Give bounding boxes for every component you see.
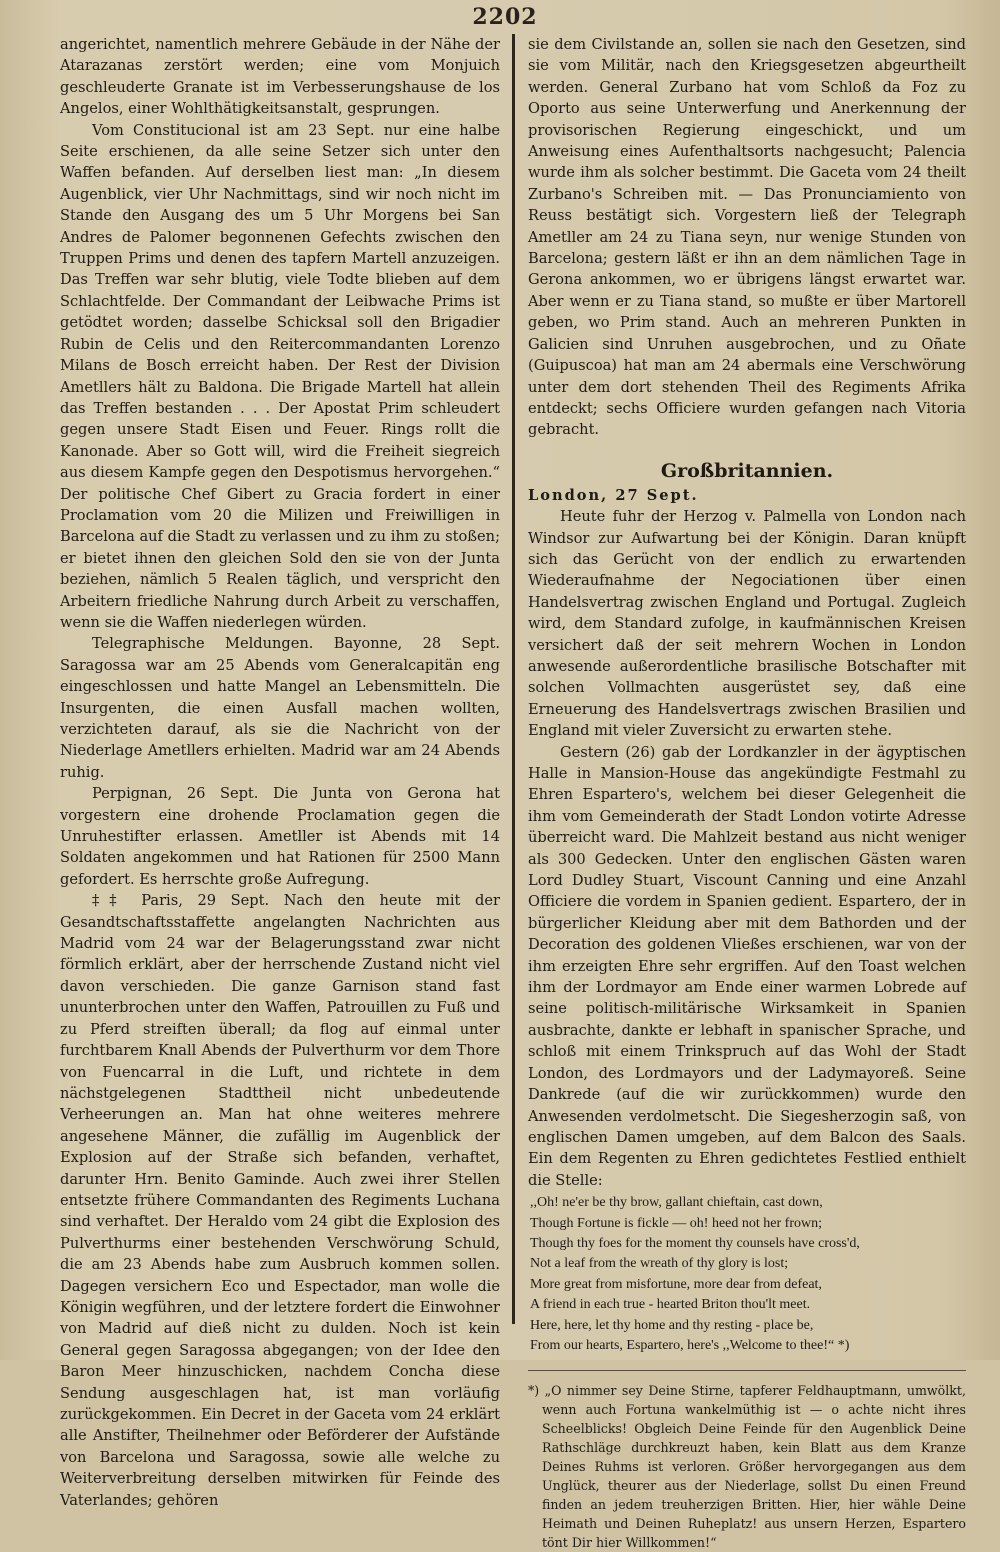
poem-line: Though Fortune is fickle — oh! heed not her frown; bbox=[530, 1215, 822, 1231]
poem-line: Though thy foes for the moment thy counsels have cross'd, bbox=[530, 1235, 860, 1251]
section-title: Großbritannien. bbox=[660, 459, 834, 482]
dateline: London, 27 Sept. bbox=[528, 486, 699, 504]
article-paragraph: angerichtet, namentlich mehrere Gebäude in der Nähe der Atarazanas zerstört werden; eine vom Monjuich geschleuderte Granate ist im Verbesserungshause de los Angelos, einer Wohlthätigkeitsanstalt, gesprungen. bbox=[60, 36, 500, 118]
left-column bbox=[60, 34, 500, 1509]
right-column bbox=[528, 34, 966, 1551]
footnote: *) „O nimmer sey Deine Stirne, tapferer Feldhauptmann, umwölkt, wenn auch Fortuna wankelmüthig ist — o achte nicht ihres Scheelblicks! Obgleich Deine Feinde für den Augenblick Deine Rathschläge durchkreuzt haben, kein Blatt aus dem Kranze Deines Ruhms ist verloren. Größer hervorgegangen aus dem Unglück, theurer aus der Niederlage, sollst Du einen Freund finden an jedem treuherzigen Britten. Hier, hier wähle Deine Heimath und Deinen Ruheplatz! aus unsern Herzen, Espartero tönt Dir hier Willkommen!“ bbox=[528, 1383, 966, 1551]
article-paragraph: Gestern (26) gab der Lordkanzler in der ägyptischen Halle in Mansion-House das angekündigte Festmahl zu Ehren Espartero's, welchem bei dieser Gelegenheit die ihm vom Gemeinderath der Stadt London votirte Adresse überreicht ward. Die Mahlzeit bestand aus nicht weniger als 300 Gedecken. Unter den englischen Gästen waren Lord Dudley Stuart, Viscount Canning und eine Anzahl Officiere die vordem in Spanien gedient. Espartero, der in bürgerlicher Kleidung aber mit dem Bathorden und der Decoration des goldenen Vließes erschienen, war von der ihm erzeigten Ehre sehr ergriffen. Auf den Toast welchen ihm der Lordmayor am Ende einer warmen Lobrede auf seine politisch-militärische Wirksamkeit in Spanien ausbrachte, dankte er lebhaft in spanischer Sprache, und schloß mit einem Trinkspruch auf das Wohl der Stadt London, des Lordmayors und der Ladymayoreß. Seine Dankrede (auf die wir zurückkommen) wurde den Anwesenden verdolmetscht. Die Siegesherzogin saß, von englischen Damen umgeben, auf dem Balcon des Saals. Ein dem Regenten zu Ehren gedichtetes Festlied enthielt die Stelle: bbox=[528, 743, 966, 1189]
poem-line: A friend in each true - hearted Briton thou'lt meet. bbox=[530, 1297, 811, 1313]
footnote-divider bbox=[528, 1370, 966, 1371]
poem-line: Here, here, let thy home and thy resting - place be, bbox=[530, 1317, 814, 1333]
poem-line: From our hearts, Espartero, here's ,,Welcome to thee!“ *) bbox=[530, 1337, 850, 1353]
article-paragraph: Telegraphische Meldungen. Bayonne, 28 Sept. Saragossa war am 25 Abends vom Generalcapitän eng eingeschlossen und hatte Mangel an Lebensmitteln. Die Insurgenten, die einen Ausfall machen wollten, verzichteten darauf, als sie die Nachricht von der Niederlage Ametllers erhielten. Madrid war am 24 Abends ruhig. bbox=[60, 635, 500, 781]
article-paragraph: sie dem Civilstande an, sollen sie nach den Gesetzen, sind sie vom Militär, nach den Kriegsgesetzen abgeurtheilt werden. General Zurbano hat vom Schloß da Foz zu Oporto aus seine Unterwerfung und Anerkennung der provisorischen Regierung eingeschickt, und um Anweisung eines Aufenthaltsorts nachgesucht; Palencia wurde ihm als solcher bestimmt. Die Gaceta vom 24 theilt Zurbano's Schreiben mit. — Das Pronunciamiento von Reuss bestätigt sich. Vorgestern ließ der Telegraph Ametller am 24 zu Tiana seyn, nur wenige Stunden von Barcelona; gestern läßt er ihn an dem nämlichen Tage in Gerona ankommen, wo er übrigens längst erwartet war. Aber wenn er zu Tiana stand, so mußte er über Martorell geben, wo Prim stand. Auch an mehreren Punkten in Galicien sind Unruhen ausgebrochen, und zu Oñate (Guipuscoa) hat man am 24 abermals eine Verschwörung unter dem dort stehenden Theil des Regiments Afrika entdeckt; sechs Officiere wurden gefangen nach Vitoria gebracht. bbox=[528, 36, 966, 439]
poem-line: Not a leaf from the wreath of thy glory is lost; bbox=[530, 1256, 789, 1272]
article-paragraph: Heute fuhr der Herzog v. Palmella von London nach Windsor zur Aufwartung bei der Königin. Daran knüpft sich das Gerücht von der endlich zu erwartenden Wiederaufnahme der Negociationen über einen Handelsvertrag zwischen England und Portugal. Zugleich wird, dem Standard zufolge, in kaufmännischen Kreisen versichert daß der seit mehrern Wochen in London anwesende außerordentliche brasilische Botschafter mit solchen Vollmachten ausgerüstet sey, daß eine Erneuerung des Handelsvertrags zwischen Brasilien und England mit vieler Zuversicht zu erwarten stehe. bbox=[528, 508, 966, 740]
column-divider bbox=[512, 34, 515, 1324]
poem-line: More great from misfortune, more dear from defeat, bbox=[530, 1276, 822, 1292]
article-paragraph: ‡‡ Paris, 29 Sept. Nach den heute mit der Gesandtschaftsstaffette angelangten Nachrichten aus Madrid vom 24 war der Belagerungsstand zwar nicht förmlich erklärt, aber der herrschende Zustand nicht viel davon verschieden. Die ganze Garnison stand fast ununterbrochen unter den Waffen, Patrouillen zu Fuß und zu Pferd streiften überall; da flog auf einmal unter furchtbarem Knall Abends der Pulverthurm vor dem Thore von Fuencarral in die Luft, und richtete in dem nächstgelegenen Stadttheil nicht unbedeutende Verheerungen an. Man hat ohne weiteres mehrere angesehene Männer, die zufällig im Augenblick der Explosion auf der Straße sich befanden, verhaftet, darunter Hrn. Benito Gaminde. Auch zwei ihrer Stellen entsetzte frühere Commandanten des Regiments Luchana sind verhaftet. Der Heraldo vom 24 gibt die Explosion des Pulverthurms einer bestehenden Verschwörung Schuld, die am 23 Abends habe zum Ausbruch kommen sollen. Dagegen versichern Eco und Espectador, man wolle die Königin wegführen, und der letztere fordert die Einwohner von Madrid auf dieß nicht zu dulden. Noch ist kein General gegen Saragossa abgegangen; von der Idee den Baron Meer hinzuschicken, nachdem Concha diese Sendung ausgeschlagen hat, ist man vorläufig zurückgekommen. Ein Decret in der Gaceta vom 24 erklärt alle Anstifter, Theilnehmer oder Beförderer der Aufstände von Barcelona und Saragossa, sowie alle welche zu Weiterverbreitung derselben mitwirken für Feinde des Vaterlandes; gehören bbox=[60, 892, 500, 1509]
article-paragraph: Vom Constitucional ist am 23 Sept. nur eine halbe Seite erschienen, da alle seine Setzer sich unter den Waffen befanden. Auf derselben liest man: „In diesem Augenblick, vier Uhr Nachmittags, sind wir noch nicht im Stande den Ausgang des um 5 Uhr Morgens bei San Andres de Palomer begonnenen Gefechts zwischen den Truppen Prims und denen des tapfern Martell anzuzeigen. Das Treffen war sehr blutig, viele Todte blieben auf dem Schlachtfelde. Der Commandant der Leibwache Prims ist getödtet worden; dasselbe Schicksal soll den Brigadier Rubin de Celis und den Reitercommandanten Lorenzo Milans de Bosch erreicht haben. Der Rest der Division Ametllers hält zu Baldona. Die Brigade Martell hat allein das Treffen bestanden . . . Der Apostat Prim schleudert gegen unsere Stadt Eisen und Feuer. Rings rollt die Kanonade. Aber so Gott will, wird die Freiheit siegreich aus diesem Kampfe gegen den Despotismus hervorgehen.“ Der politische Chef Gibert zu Gracia fordert in einer Proclamation vom 20 die Milizen und Freiwilligen in Barcelona auf die Stadt zu verlassen und zu ihm zu stoßen; er bietet ihnen den gleichen Sold den sie von der Junta beziehen, nämlich 5 Realen täglich, und verspricht den Arbeitern friedliche Nahrung durch Arbeit zu verschaffen, wenn sie die Waffen niederlegen würden. bbox=[60, 121, 500, 631]
poem bbox=[530, 1193, 966, 1356]
page-number: 2202 bbox=[472, 4, 538, 30]
article-paragraph: Perpignan, 26 Sept. Die Junta von Gerona hat vorgestern eine drohende Proclamation gegen die Unruhestifter erlassen. Ametller ist Abends mit 14 Soldaten angekommen und hat Rationen für 2500 Mann gefordert. Es herrschte große Aufregung. bbox=[60, 785, 500, 888]
poem-line: ,,Oh! ne'er be thy brow, gallant chieftain, cast down, bbox=[530, 1195, 823, 1211]
